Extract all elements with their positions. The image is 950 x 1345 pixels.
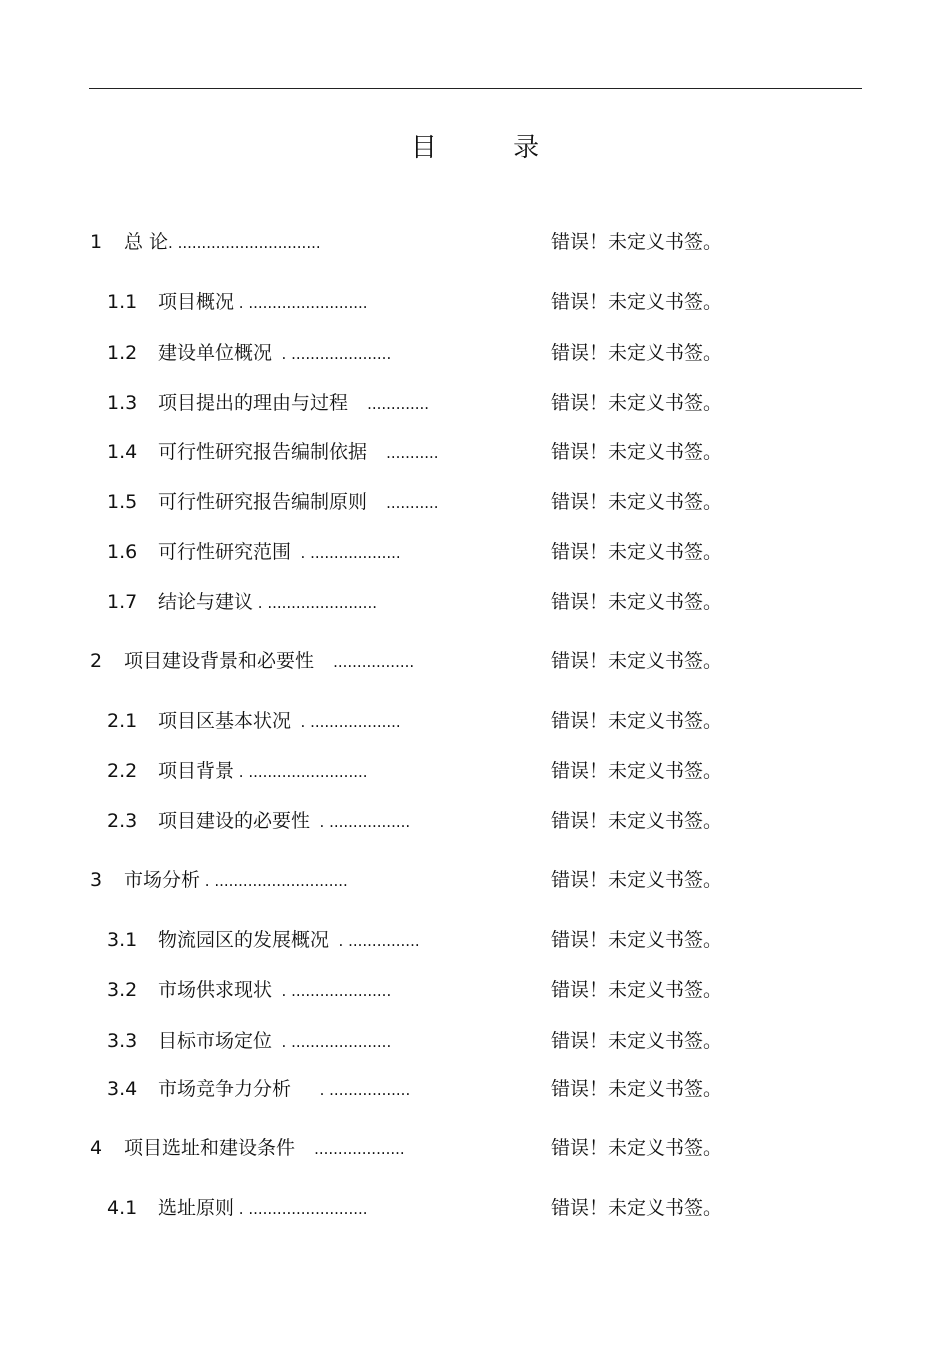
toc-entry-label: 可行性研究报告编制依据 ........... [158,441,439,463]
toc-leader-dots: . ............................ [200,872,348,890]
toc-entry[interactable] [0,537,950,567]
toc-entry-label: 可行性研究报告编制原则 ........... [158,491,439,513]
toc-entry-page-ref: 错误！未定义书签。 [551,342,723,364]
toc-entry-page-ref: 错误！未定义书签。 [551,1030,723,1052]
toc-entry-number: 3.2 [107,979,138,1001]
toc-entry[interactable] [0,806,950,836]
toc-entry[interactable] [0,865,950,895]
toc-entry[interactable] [0,756,950,786]
toc-entry-label: 项目概况 . ......................... [158,291,368,313]
toc-entry-page-ref: 错误！未定义书签。 [551,810,723,832]
toc-entry-number: 2 [90,650,103,672]
toc-entry-page-ref: 错误！未定义书签。 [551,710,723,732]
toc-leader-dots: . ......................... [234,294,368,312]
toc-entry-page-ref: 错误！未定义书签。 [551,491,723,513]
toc-entry-number: 4.1 [107,1197,138,1219]
toc-leader-dots: . ....................... [253,594,377,612]
toc-entry-number: 2.2 [107,760,138,782]
toc-entry[interactable] [0,437,950,467]
toc-leader-dots: . ................... [291,544,401,562]
toc-entry[interactable] [0,338,950,368]
toc-entry-page-ref: 错误！未定义书签。 [551,441,723,463]
toc-entry[interactable] [0,1026,950,1056]
toc-entry-label: 结论与建议 . ....................... [158,591,377,613]
toc-entry[interactable] [0,925,950,955]
toc-leader-dots: ........... [367,494,439,512]
toc-entry-number: 1.3 [107,392,138,414]
toc-entry[interactable] [0,388,950,418]
toc-entry-page-ref: 错误！未定义书签。 [551,591,723,613]
toc-leader-dots: . .............................. [168,234,321,252]
toc-entry-label: 物流园区的发展概况 . ............... [158,929,420,951]
toc-entry[interactable] [0,287,950,317]
toc-entry-label: 市场供求现状 . ..................... [158,979,392,1001]
toc-entry[interactable] [0,1074,950,1104]
toc-entry-page-ref: 错误！未定义书签。 [551,760,723,782]
toc-entry-page-ref: 错误！未定义书签。 [551,979,723,1001]
toc-entry-page-ref: 错误！未定义书签。 [551,1078,723,1100]
toc-leader-dots: ........... [367,444,439,462]
toc-entry-number: 1.5 [107,491,138,513]
toc-entry-label: 市场分析 . ............................ [124,869,348,891]
toc-leader-dots: . ................. [310,813,411,831]
toc-entry-number: 2.1 [107,710,138,732]
toc-leader-dots: . ..................... [272,345,392,363]
toc-entry-number: 4 [90,1137,103,1159]
toc-entry-label: 市场竞争力分析 . ................. [158,1078,411,1100]
toc-entry-number: 1.6 [107,541,138,563]
toc-entry-page-ref: 错误！未定义书签。 [551,869,723,891]
toc-leader-dots: . ..................... [272,982,392,1000]
toc-leader-dots: ............. [348,395,430,413]
toc-entry-page-ref: 错误！未定义书签。 [551,1197,723,1219]
toc-entry-number: 3.4 [107,1078,138,1100]
toc-entry-page-ref: 错误！未定义书签。 [551,929,723,951]
toc-leader-dots: . ................... [291,713,401,731]
toc-entry[interactable] [0,706,950,736]
toc-entry-number: 3.1 [107,929,138,951]
toc-entry-label: 项目建设背景和必要性 ................. [124,650,415,672]
toc-leader-dots: . ................. [291,1081,411,1099]
toc-entry-page-ref: 错误！未定义书签。 [551,291,723,313]
toc-entry-label: 总 论. .............................. [124,231,321,253]
toc-entry-label: 项目建设的必要性 . ................. [158,810,411,832]
toc-entry-number: 1.4 [107,441,138,463]
toc-leader-dots: . ............... [329,932,420,950]
toc-entry[interactable] [0,1193,950,1223]
toc-entry-page-ref: 错误！未定义书签。 [551,650,723,672]
toc-entry[interactable] [0,587,950,617]
toc-leader-dots: ................. [314,653,415,671]
toc-entry-label: 可行性研究范围 . ................... [158,541,401,563]
toc-entry-label: 项目背景 . ......................... [158,760,368,782]
toc-entry[interactable] [0,227,950,257]
toc-entry-number: 1.2 [107,342,138,364]
toc-entry-page-ref: 错误！未定义书签。 [551,541,723,563]
toc-entry-label: 选址原则 . ......................... [158,1197,368,1219]
toc-entry-number: 1.7 [107,591,138,613]
toc-entry-label: 项目区基本状况 . ................... [158,710,401,732]
toc-leader-dots: ................... [295,1140,405,1158]
toc-entry-label: 项目提出的理由与过程 ............. [158,392,430,414]
toc-entry-number: 1 [90,231,103,253]
toc-entry-label: 目标市场定位 . ..................... [158,1030,392,1052]
toc-entry-number: 2.3 [107,810,138,832]
toc-leader-dots: . ..................... [272,1033,392,1051]
toc-entry[interactable] [0,646,950,676]
toc-entry-number: 3.3 [107,1030,138,1052]
toc-entry[interactable] [0,975,950,1005]
toc-leader-dots: . ......................... [234,1200,368,1218]
toc-entry[interactable] [0,487,950,517]
toc-entry-label: 建设单位概况 . ..................... [158,342,392,364]
toc-title: 目 录 [410,133,574,163]
toc-entry[interactable] [0,1133,950,1163]
toc-entry-label: 项目选址和建设条件 ................... [124,1137,405,1159]
toc-entry-number: 1.1 [107,291,138,313]
toc-entry-page-ref: 错误！未定义书签。 [551,1137,723,1159]
toc-entry-page-ref: 错误！未定义书签。 [551,231,723,253]
toc-leader-dots: . ......................... [234,763,368,781]
toc-entry-number: 3 [90,869,103,891]
toc-entry-page-ref: 错误！未定义书签。 [551,392,723,414]
